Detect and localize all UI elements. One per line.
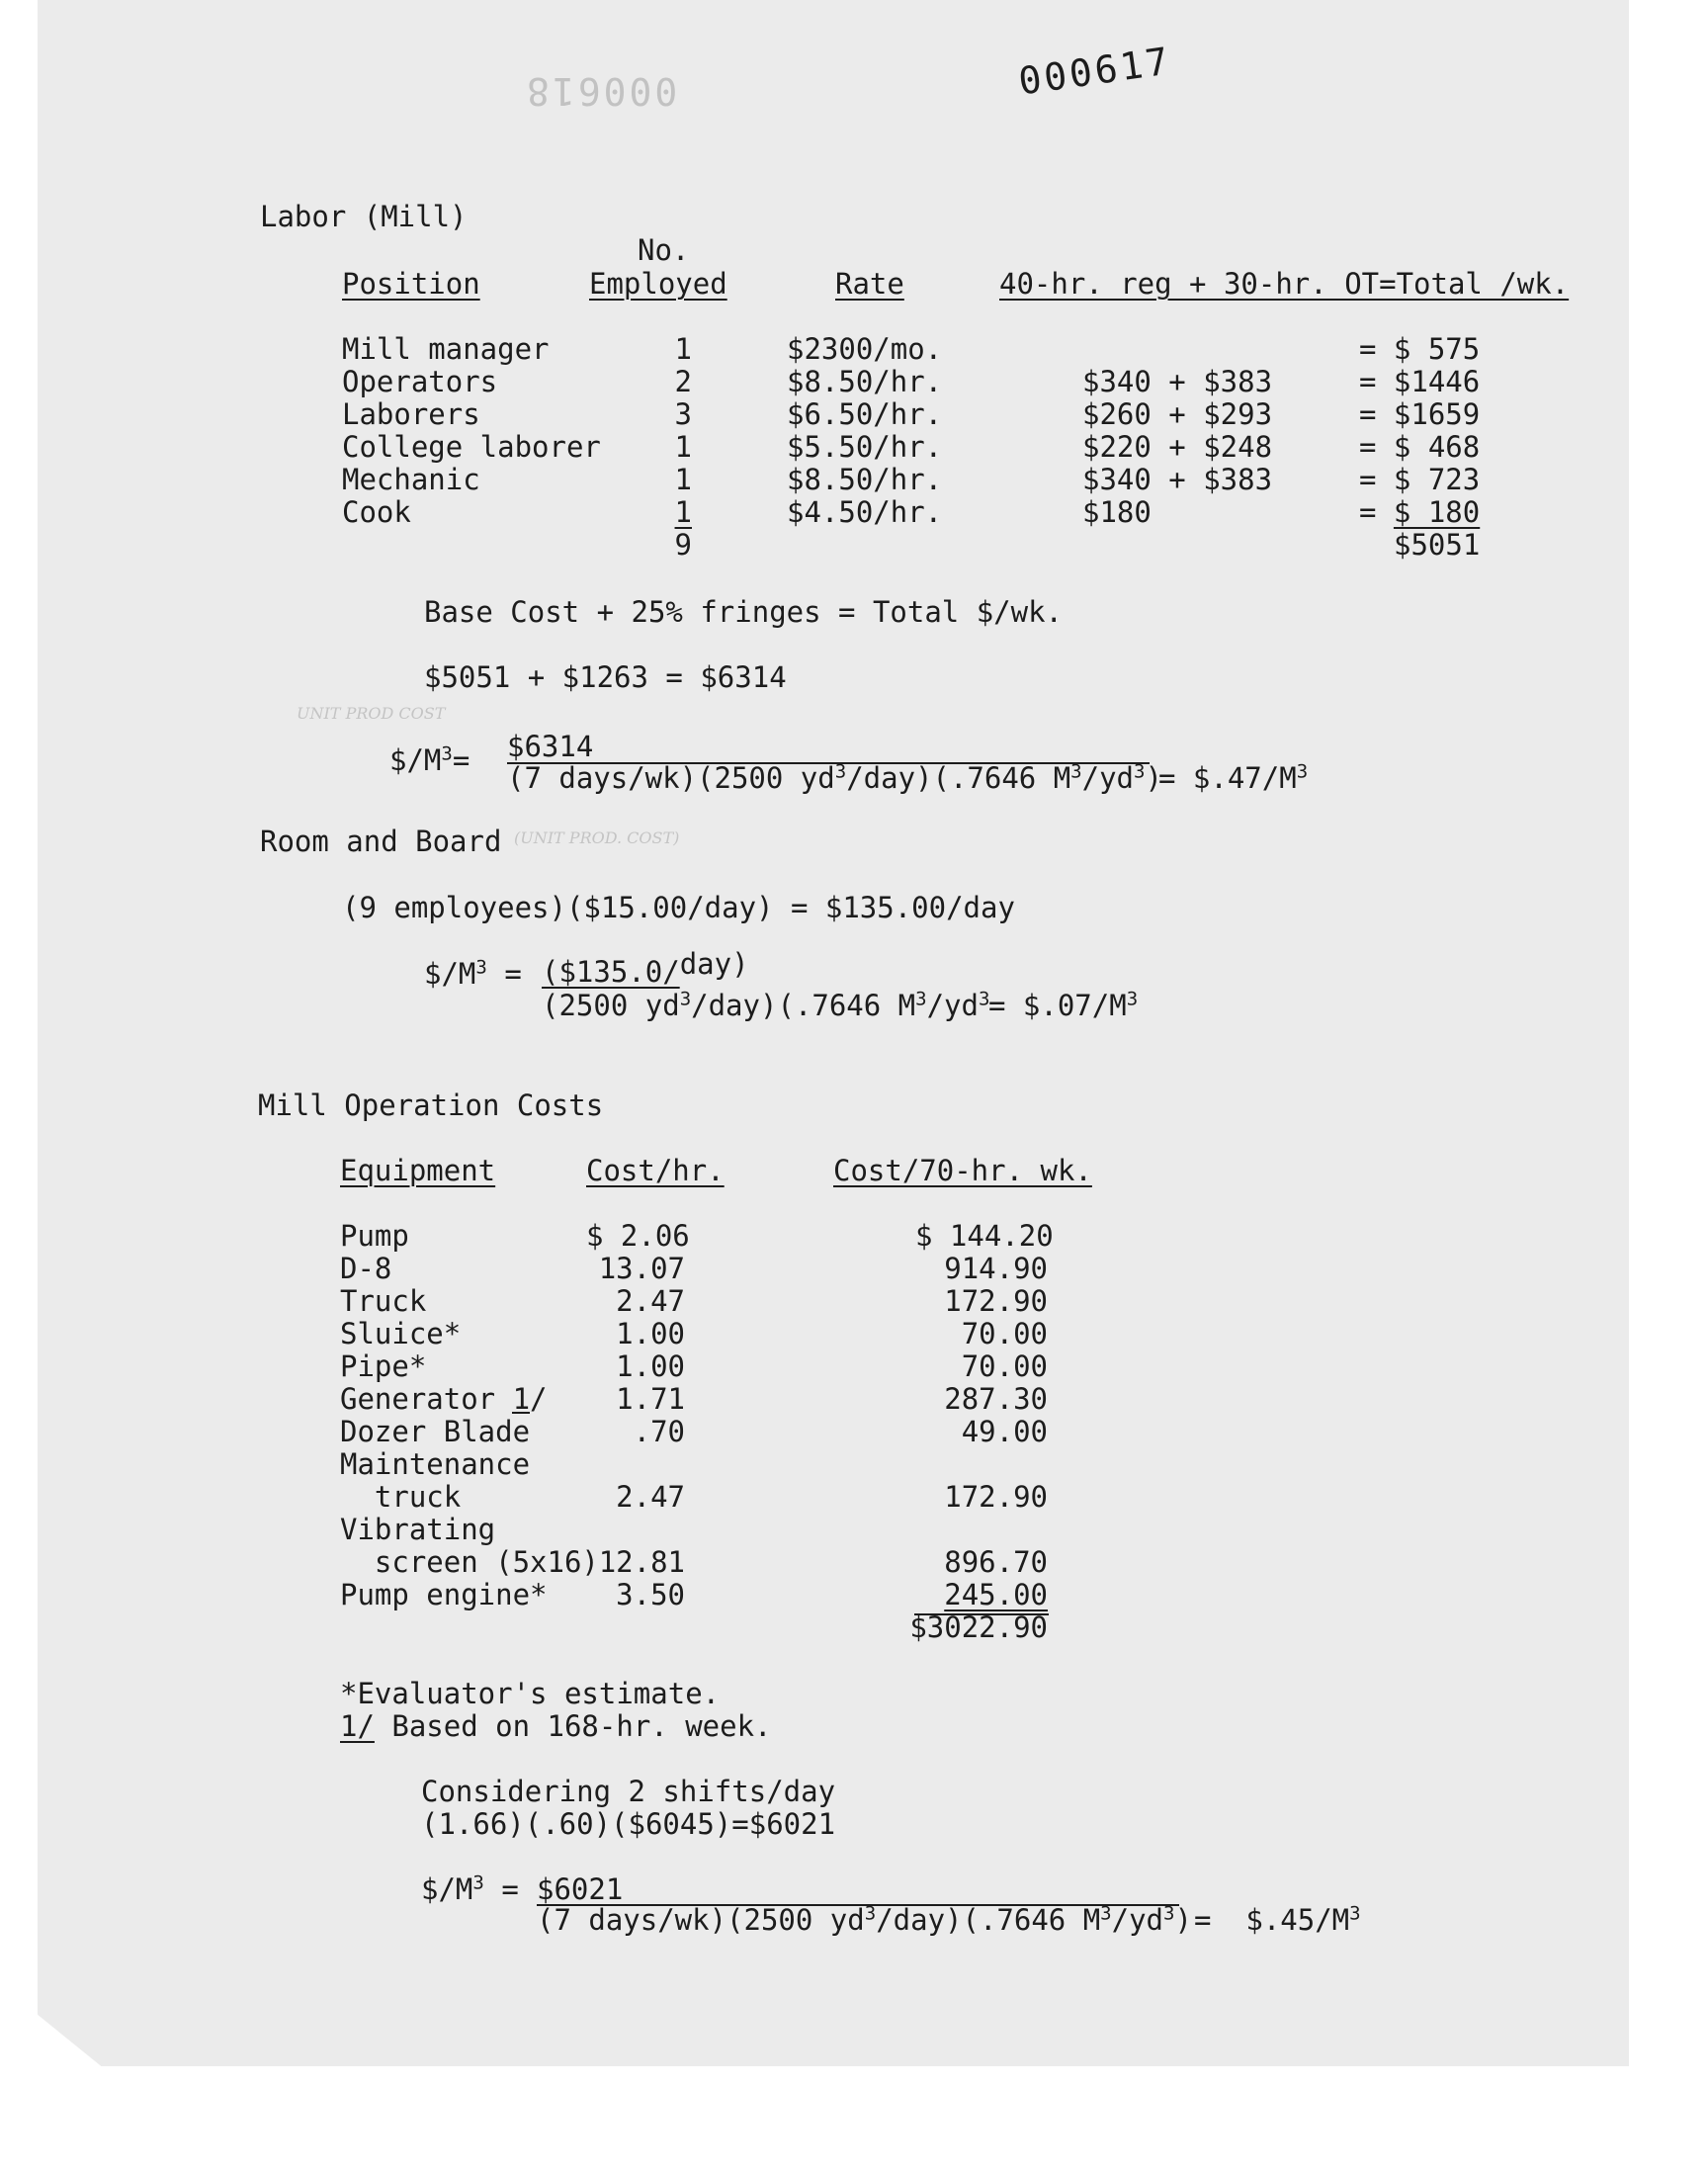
ghost-page-number-stamp: 000618 [524, 69, 678, 113]
mill-per-m3-label [421, 1872, 519, 1906]
equipment-cost-wk: 70.00 [961, 1349, 1048, 1383]
labor-position: Mechanic [342, 463, 480, 496]
equipment-cost-hr: .70 [633, 1415, 685, 1448]
exponent: 3 [1070, 760, 1082, 783]
exponent: 3 [475, 956, 487, 979]
numerator-part: day) [679, 947, 749, 981]
labor-count: 3 [674, 397, 692, 431]
col-header-weekly-calc: 40-hr. reg + 30-hr. OT=Total /wk. [999, 267, 1570, 301]
labor-position: Laborers [342, 397, 480, 431]
mill-per-m3-numerator: $6021 [537, 1872, 624, 1906]
room-board-calc: (9 employees)($15.00/day) = $135.00/day [342, 891, 1015, 924]
col-header-position: Position [342, 267, 480, 301]
room-board-denominator [542, 989, 989, 1022]
equipment-name: Pipe* [340, 1349, 427, 1383]
labor-heading: Labor (Mill) [260, 200, 468, 233]
labor-total-value: $ 180 [1393, 495, 1481, 529]
equipment-cost-hr: $ 2.06 [586, 1219, 690, 1253]
col-header-cost-hr: Cost/hr. [586, 1154, 725, 1187]
exponent: 3 [834, 760, 847, 783]
equipment-cost-hr: 1.00 [616, 1317, 685, 1350]
result-value: = $.47/M [1158, 761, 1297, 795]
labor-rate: $4.50/hr. [787, 495, 943, 529]
equipment-cost-wk: 914.90 [944, 1252, 1048, 1285]
equipment-name: D-8 [340, 1252, 392, 1285]
denominator-part: (7 days/wk)(2500 yd [507, 761, 835, 795]
labor-rate: $8.50/hr. [787, 463, 943, 496]
denominator-part: /yd [1111, 1903, 1164, 1937]
result-value: = $.45/M [1194, 1903, 1350, 1937]
labor-count: 1 [674, 463, 692, 496]
numerator-part: ($135.0/ [542, 955, 680, 989]
labor-count: 1 [674, 495, 692, 529]
labor-per-m3-result [1158, 761, 1308, 795]
exponent: 3 [1163, 1902, 1175, 1925]
equipment-cost-wk: 245.00 [944, 1578, 1048, 1611]
equipment-cost-wk: $ 144.20 [915, 1219, 1054, 1253]
denominator-part: /yd [1081, 761, 1135, 795]
page-number-stamp: 000617 [1015, 39, 1174, 104]
footnote-168hr [340, 1709, 772, 1743]
equipment-name: Pump [340, 1219, 409, 1253]
equipment-cost-wk: 172.90 [944, 1284, 1048, 1318]
labor-count: 2 [674, 365, 692, 398]
pencil-note: UNIT PROD COST [297, 704, 446, 723]
exponent: 3 [441, 742, 453, 765]
labor-weekly-total: $5051 [1394, 528, 1481, 562]
exponent: 3 [1296, 760, 1309, 783]
labor-total: = $1446 [1359, 365, 1481, 398]
exponent: 3 [679, 988, 692, 1010]
labor-position: College laborer [342, 430, 601, 464]
exponent: 3 [1100, 1902, 1112, 1925]
labor-per-m3-unit: $/M [389, 743, 442, 777]
equipment-name: Sluice* [340, 1317, 462, 1350]
labor-weekly-calc: $340 + $383 [1082, 365, 1273, 398]
col-header-employed: Employed [589, 267, 727, 301]
labor-weekly-calc: $220 + $248 [1082, 430, 1273, 464]
equipment-name: Maintenance [340, 1447, 531, 1481]
col-header-rate: Rate [835, 267, 904, 301]
labor-rate: $6.50/hr. [787, 397, 943, 431]
room-board-per-m3-label [424, 957, 522, 991]
footnote-text: Based on 168-hr. week. [374, 1709, 772, 1743]
labor-rate: $2300/mo. [787, 332, 943, 366]
employee-count-total: 9 [674, 528, 692, 562]
equals-sign: = [501, 1872, 519, 1906]
shift-calc: (1.66)(.60)($6045)=$6021 [421, 1807, 836, 1841]
fringe-label: Base Cost + 25% fringes = Total $/wk. [424, 595, 1064, 629]
fringe-calc: $5051 + $1263 = $6314 [424, 660, 787, 694]
labor-per-m3-label [389, 743, 470, 777]
pencil-note: (UNIT PROD. COST) [514, 828, 680, 847]
result-value: = $.07/M [988, 989, 1127, 1022]
mill-per-m3-denominator [537, 1903, 1192, 1937]
labor-total: = $ 575 [1359, 332, 1481, 366]
labor-total: = $ 468 [1359, 430, 1481, 464]
equipment-cost-hr: 3.50 [616, 1578, 685, 1611]
equipment-cost-hr: 1.71 [616, 1382, 685, 1416]
labor-count: 1 [674, 332, 692, 366]
equipment-name: Truck [340, 1284, 427, 1318]
labor-rate: $5.50/hr. [787, 430, 943, 464]
labor-position: Operators [342, 365, 498, 398]
room-board-result [988, 989, 1138, 1022]
mill-per-m3-unit: $/M [421, 1872, 473, 1906]
denominator-part: /yd [926, 989, 979, 1022]
denominator-part: /day)(.7646 M [691, 989, 916, 1022]
room-board-numerator [542, 947, 749, 989]
equipment-cost-hr: 2.47 [616, 1480, 685, 1514]
equipment-cost-wk: 49.00 [961, 1415, 1048, 1448]
equipment-name: screen (5x16) [340, 1545, 599, 1579]
denominator-part: (2500 yd [542, 989, 680, 1022]
labor-total: = $ 723 [1359, 463, 1481, 496]
labor-position: Cook [342, 495, 411, 529]
exponent: 3 [1134, 760, 1146, 783]
equipment-cost-hr: 12.81 [598, 1545, 685, 1579]
denominator-part: (7 days/wk)(2500 yd [537, 1903, 865, 1937]
labor-total [1359, 495, 1480, 529]
equipment-cost-wk: 70.00 [961, 1317, 1048, 1350]
labor-total-prefix: = [1359, 495, 1394, 529]
equals-sign: = [452, 743, 470, 777]
labor-weekly-calc: $340 + $383 [1082, 463, 1273, 496]
labor-count: 1 [674, 430, 692, 464]
labor-weekly-calc: $260 + $293 [1082, 397, 1273, 431]
equipment-cost-wk: 172.90 [944, 1480, 1048, 1514]
denominator-part: ) [1145, 761, 1162, 795]
col-header-cost-wk: Cost/70-hr. wk. [833, 1154, 1092, 1187]
exponent: 3 [1349, 1902, 1361, 1925]
exponent: 3 [915, 988, 927, 1010]
equipment-name: Generator 1/ [340, 1382, 548, 1416]
labor-per-m3-numerator: $6314 [507, 730, 594, 763]
equipment-cost-wk: 287.30 [944, 1382, 1048, 1416]
equipment-total: $3022.90 [909, 1610, 1048, 1644]
room-board-heading: Room and Board [260, 825, 502, 858]
exponent: 3 [472, 1871, 484, 1894]
equals-sign: = [504, 957, 522, 991]
equipment-name: Dozer Blade [340, 1415, 531, 1448]
col-header-employed-top: No. [638, 233, 690, 267]
denominator-part: ) [1174, 1903, 1192, 1937]
labor-weekly-calc: $180 [1082, 495, 1152, 529]
footnote-marker: 1/ [340, 1709, 375, 1743]
mill-ops-heading: Mill Operation Costs [258, 1088, 604, 1122]
equipment-name: Vibrating [340, 1513, 496, 1546]
labor-rate: $8.50/hr. [787, 365, 943, 398]
col-header-equipment: Equipment [340, 1154, 496, 1187]
exponent: 3 [978, 988, 990, 1010]
denominator-part: /day)(.7646 M [876, 1903, 1101, 1937]
footnote-underline [512, 1412, 530, 1414]
equipment-cost-hr: 2.47 [616, 1284, 685, 1318]
exponent: 3 [1126, 988, 1139, 1010]
labor-position: Mill manager [342, 332, 550, 366]
equipment-name: truck [340, 1480, 462, 1514]
equipment-cost-hr: 1.00 [616, 1349, 685, 1383]
room-board-per-m3-unit: $/M [424, 957, 476, 991]
equipment-cost-wk: 896.70 [944, 1545, 1048, 1579]
denominator-part: /day)(.7646 M [846, 761, 1071, 795]
exponent: 3 [864, 1902, 877, 1925]
mill-per-m3-result [1194, 1903, 1361, 1937]
document-page [38, 0, 1629, 2066]
labor-per-m3-denominator [507, 761, 1162, 795]
equipment-name: Pump engine* [340, 1578, 548, 1611]
equipment-cost-hr: 13.07 [598, 1252, 685, 1285]
footnote-evaluator: *Evaluator's estimate. [340, 1677, 721, 1710]
labor-total: = $1659 [1359, 397, 1481, 431]
shifts-label: Considering 2 shifts/day [421, 1775, 836, 1808]
